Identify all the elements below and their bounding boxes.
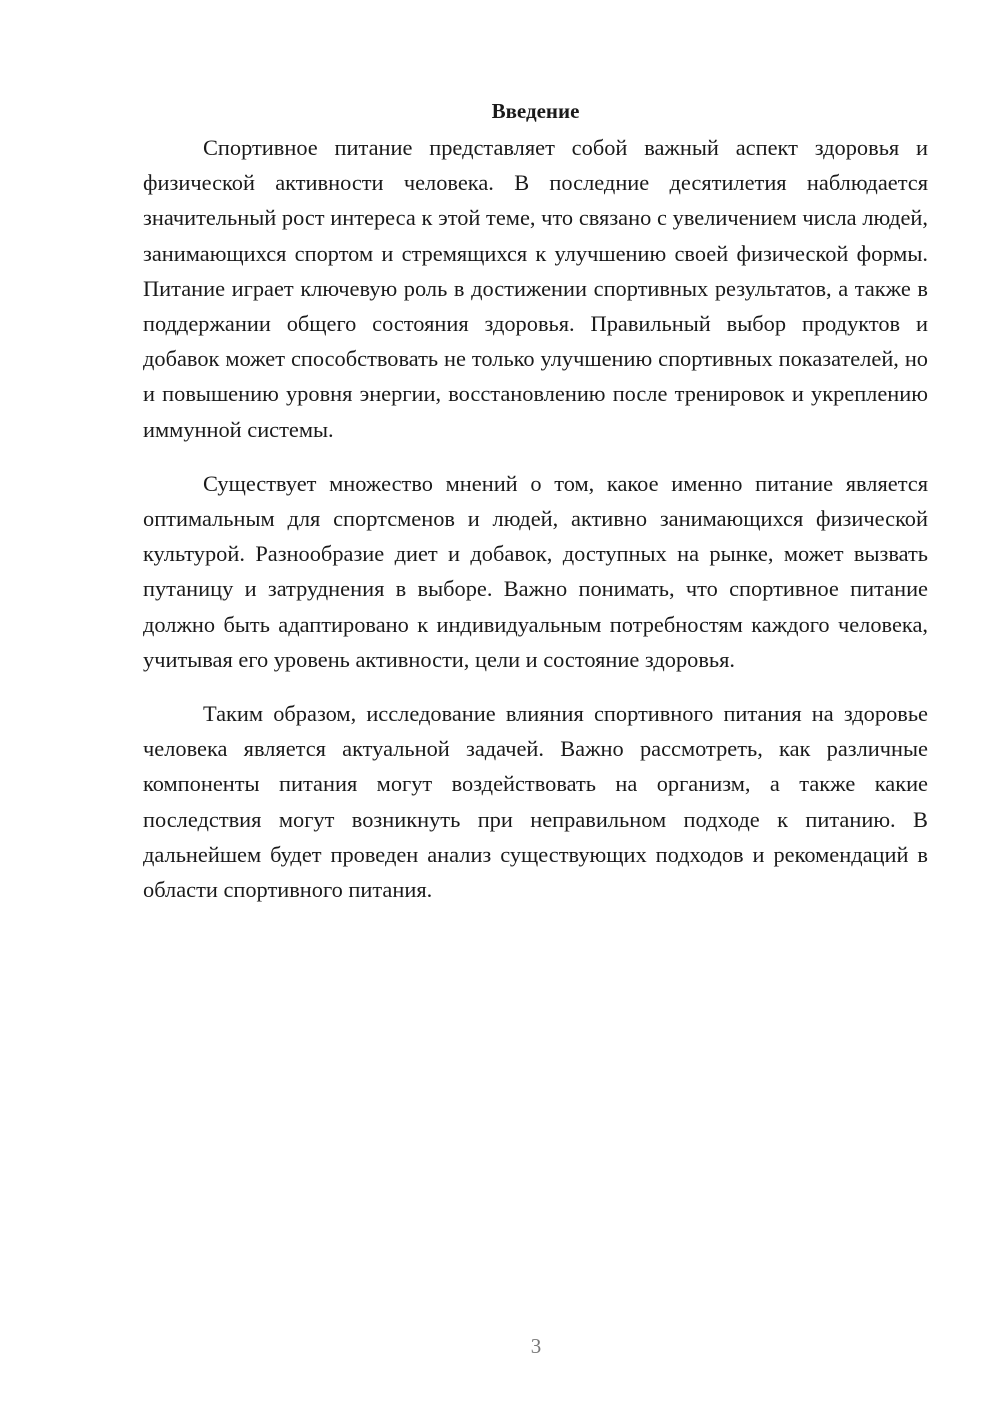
paragraph-3: Таким образом, исследование влияния спортивного питания на здоровье человека является актуальной задачей. Важно рассмотреть, как различные компоненты питания могут воздействовать на организм, а также какие последствия могут возникнуть при неправильном подходе к питанию. В дальнейшем будет проведен анализ существующих подходов и рекомендаций в области спортивного питания. (143, 701, 928, 903)
page-content (143, 96, 928, 907)
page-number: 3 (530, 1334, 542, 1358)
section-title: Введение (491, 99, 580, 123)
paragraph-2: Существует множество мнений о том, какое именно питание является оптимальным для спортсменов и людей, активно занимающихся физической культурой. Разнообразие диет и добавок, доступных на рынке, может вызвать путаницу и затруднения в выборе. Важно понимать, что спортивное питание должно быть адаптировано к индивидуальным потребностям каждого человека, учитывая его уровень активности, цели и состояние здоровья. (143, 470, 928, 672)
paragraph-1: Спортивное питание представляет собой важный аспект здоровья и физической активности человека. В последние десятилетия наблюдается значительный рост интереса к этой теме, что связано с увеличением числа людей, занимающихся спортом и стремящихся к улучшению своей физической формы. Питание играет ключевую роль в достижении спортивных результатов, а также в поддержании общего состояния здоровья. Правильный выбор продуктов и добавок может способствовать не только улучшению спортивных показателей, но и повышению уровня энергии, восстановлению после тренировок и укреплению иммунной системы. (143, 135, 928, 442)
